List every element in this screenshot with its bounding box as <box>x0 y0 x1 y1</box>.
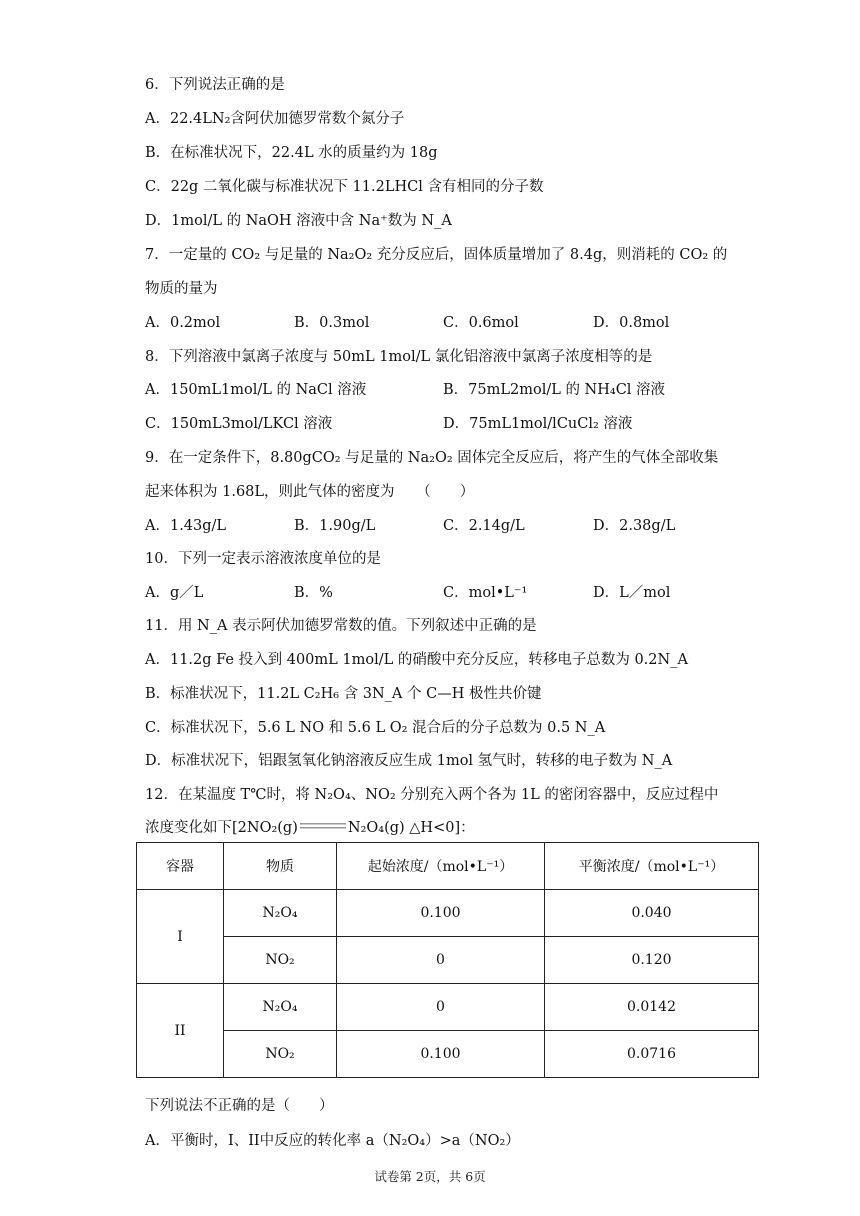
table-row <box>137 984 759 1031</box>
q12-equation-right: N₂O₄(g) △H<0]： <box>347 820 475 836</box>
q12-question: 下列说法不正确的是（ ） <box>145 1098 334 1114</box>
equilibrium-arrow-icon <box>300 822 346 830</box>
q9-option-a: A．1.43g/L <box>145 518 227 534</box>
table-row <box>137 890 759 937</box>
initial-cell: 0 <box>337 937 545 984</box>
initial-cell: 0.100 <box>337 890 545 937</box>
equilibrium-cell: 0.120 <box>545 937 759 984</box>
vessel-cell: II <box>137 984 224 1078</box>
q10-stem: 10．下列一定表示溶液浓度单位的是 <box>145 551 381 567</box>
q11-option-a: A．11.2g Fe 投入到 400mL 1mol/L 的硝酸中充分反应，转移电子总数为 0.2N_A <box>145 652 688 668</box>
table-row <box>137 1031 759 1078</box>
q10-option-a: A．g／L <box>145 585 204 601</box>
header-vessel: 容器 <box>137 843 224 890</box>
header-substance: 物质 <box>224 843 337 890</box>
q10-option-b: B．% <box>294 585 333 601</box>
equilibrium-cell: 0.040 <box>545 890 759 937</box>
q6-stem: 6．下列说法正确的是 <box>145 77 285 93</box>
q6-option-d: D．1mol/L 的 NaOH 溶液中含 Na⁺数为 N_A <box>145 213 452 229</box>
q12-option-a: A．平衡时，I、II中反应的转化率 a（N₂O₄）>a（NO₂） <box>145 1133 520 1149</box>
q7-option-c: C．0.6mol <box>443 315 519 331</box>
q7-option-a: A．0.2mol <box>145 315 221 331</box>
q12-stem-line2 <box>145 816 475 837</box>
substance-cell: N₂O₄ <box>224 984 337 1031</box>
substance-cell: N₂O₄ <box>224 890 337 937</box>
q11-option-b: B．标准状况下，11.2L C₂H₆ 含 3N_A 个 C—H 极性共价键 <box>145 686 542 702</box>
header-equilibrium-concentration: 平衡浓度/（mol•L⁻¹） <box>545 843 759 890</box>
q9-option-b: B．1.90g/L <box>294 518 376 534</box>
q10-option-c: C．mol•L⁻¹ <box>443 585 528 601</box>
q8-stem: 8．下列溶液中氯离子浓度与 50mL 1mol/L 氯化铝溶液中氯离子浓度相等的是 <box>145 349 653 365</box>
concentration-table <box>136 842 759 1078</box>
q10-option-d: D．L／mol <box>593 585 671 601</box>
page-footer: 试卷第 2页，共 6页 <box>374 1169 486 1184</box>
q12-stem-line1: 12．在某温度 T℃时，将 N₂O₄、NO₂ 分别充入两个各为 1L 的密闭容器中，反应过程中 <box>145 787 719 803</box>
q9-option-c: C．2.14g/L <box>443 518 525 534</box>
q7-option-d: D．0.8mol <box>593 315 670 331</box>
q8-option-b: B．75mL2mol/L 的 NH₄Cl 溶液 <box>443 382 666 398</box>
q9-option-d: D．2.38g/L <box>593 518 676 534</box>
q8-option-c: C．150mL3mol/LKCl 溶液 <box>145 416 333 432</box>
q7-stem-line2: 物质的量为 <box>145 281 218 297</box>
q11-option-c: C．标准状况下，5.6 L NO 和 5.6 L O₂ 混合后的分子总数为 0.5 N_A <box>145 720 606 736</box>
q9-stem-line1: 9．在一定条件下，8.80gCO₂ 与足量的 Na₂O₂ 固体完全反应后，将产生的气体全部收集 <box>145 450 719 466</box>
initial-cell: 0.100 <box>337 1031 545 1078</box>
q12-equation-left: 浓度变化如下[2NO₂(g) <box>145 820 298 836</box>
q6-option-a: A．22.4LN₂含阿伏加德罗常数个氮分子 <box>145 111 405 127</box>
q11-option-d: D．标准状况下，铝跟氢氧化钠溶液反应生成 1mol 氢气时，转移的电子数为 N_A <box>145 753 673 769</box>
q8-option-a: A．150mL1mol/L 的 NaCl 溶液 <box>145 382 367 398</box>
q6-option-b: B．在标准状况下，22.4L 水的质量约为 18g <box>145 145 438 161</box>
substance-cell: NO₂ <box>224 937 337 984</box>
q7-stem-line1: 7．一定量的 CO₂ 与足量的 Na₂O₂ 充分反应后，固体质量增加了 8.4g，则消耗的 CO₂ 的 <box>145 247 728 263</box>
equilibrium-cell: 0.0716 <box>545 1031 759 1078</box>
header-initial-concentration: 起始浓度/（mol•L⁻¹） <box>337 843 545 890</box>
equilibrium-cell: 0.0142 <box>545 984 759 1031</box>
q11-stem: 11．用 N_A 表示阿伏加德罗常数的值。下列叙述中正确的是 <box>145 618 537 634</box>
vessel-cell: I <box>137 890 224 984</box>
q9-stem-line2: 起来体积为 1.68L，则此气体的密度为 （ ） <box>145 484 475 500</box>
initial-cell: 0 <box>337 984 545 1031</box>
table-row <box>137 937 759 984</box>
q8-option-d: D．75mL1mol/lCuCl₂ 溶液 <box>443 416 633 432</box>
substance-cell: NO₂ <box>224 1031 337 1078</box>
q6-option-c: C．22g 二氧化碳与标准状况下 11.2LHCl 含有相同的分子数 <box>145 179 544 195</box>
table-header-row <box>137 843 759 890</box>
q7-option-b: B．0.3mol <box>294 315 370 331</box>
